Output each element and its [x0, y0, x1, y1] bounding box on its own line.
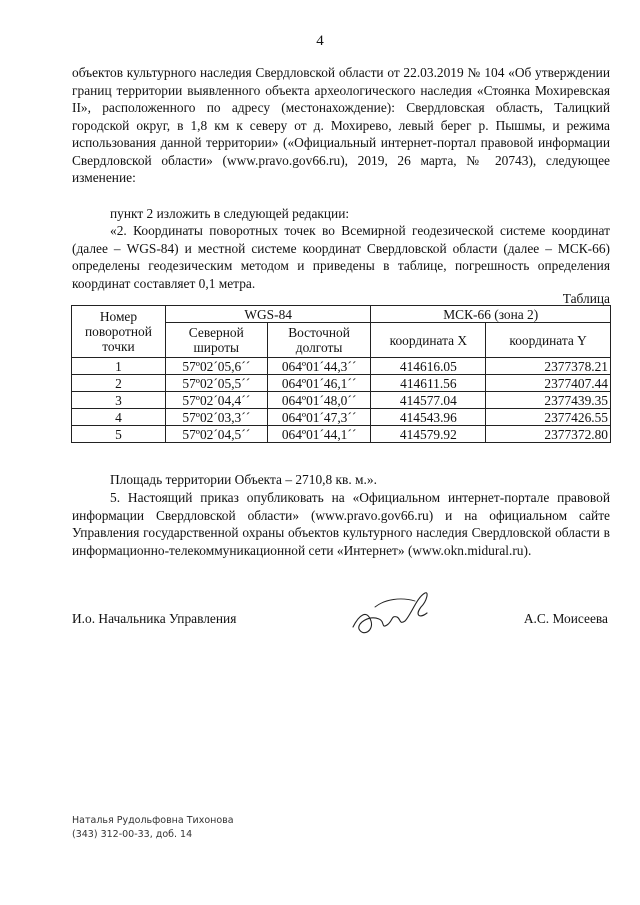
- table-row: [72, 358, 611, 375]
- handwritten-signature-icon: [345, 585, 445, 650]
- paragraph-publication: 5. Настоящий приказ опубликовать на «Официальном интернет-портале правовой информации Свердловской области» (www.pravo.gov66.ru) и на официальном сайте Управления государственной охраны объектов культурного наследия Свердловской области в информационно-телекоммуникационной сети «Интернет» (www.okn.midural.ru).: [72, 490, 610, 558]
- header-coord-y: координата Y: [486, 323, 611, 358]
- table-row: [72, 409, 611, 426]
- paragraph-coordinates-intro: «2. Координаты поворотных точек во Всемирной геодезической системе координат (далее – WGS-84) и местной системе координат Свердловской области (далее – МСК-66) определены геодезическим методом и приведены в таблице, погрешность определения координат составляет 0,1 метра.: [72, 223, 610, 291]
- cell-latitude: 57º02´05,5´´: [165, 375, 267, 392]
- cell-point: 4: [72, 409, 166, 426]
- executor-name: Наталья Рудольфовна Тихонова: [72, 815, 234, 826]
- cell-longitude: 064º01´44,1´´: [267, 426, 371, 443]
- cell-x: 414579.92: [371, 426, 486, 443]
- table-row: [72, 392, 611, 409]
- cell-y: 2377378.21: [486, 358, 611, 375]
- cell-point: 5: [72, 426, 166, 443]
- cell-y: 2377426.55: [486, 409, 611, 426]
- cell-latitude: 57º02´04,5´´: [165, 426, 267, 443]
- cell-longitude: 064º01´44,3´´: [267, 358, 371, 375]
- cell-x: 414611.56: [371, 375, 486, 392]
- cell-x: 414577.04: [371, 392, 486, 409]
- paragraph-amendment-reference: объектов культурного наследия Свердловской области от 22.03.2019 № 104 «Об утверждении границ территории выявленного объекта археологического наследия «Стоянка Мохиревская II», расположенного по адресу (местонахождение): Свердловская область, Талицкий городской округ, в 1,8 км к северу от д. Мохирево, левый берег р. Пышмы, и режима использования данной территории» («Официальный интернет-портал правовой информации Свердловской области» (www.pravo.gov66.ru), 2019, 26 марта, № 20743), следующее изменение:: [72, 65, 610, 185]
- cell-latitude: 57º02´05,6´´: [165, 358, 267, 375]
- signatory-title: И.о. Начальника Управления: [72, 611, 237, 626]
- cell-x: 414543.96: [371, 409, 486, 426]
- cell-y: 2377407.44: [486, 375, 611, 392]
- cell-longitude: 064º01´46,1´´: [267, 375, 371, 392]
- cell-point: 2: [72, 375, 166, 392]
- cell-y: 2377372.80: [486, 426, 611, 443]
- cell-longitude: 064º01´48,0´´: [267, 392, 371, 409]
- table-row: [72, 375, 611, 392]
- cell-longitude: 064º01´47,3´´: [267, 409, 371, 426]
- cell-point: 1: [72, 358, 166, 375]
- cell-y: 2377439.35: [486, 392, 611, 409]
- cell-latitude: 57º02´03,3´´: [165, 409, 267, 426]
- header-wgs84: WGS-84: [165, 306, 371, 323]
- executor-phone: (343) 312-00-33, доб. 14: [72, 829, 193, 840]
- table-row: [72, 426, 611, 443]
- header-coord-x: координата X: [371, 323, 486, 358]
- header-point-number: Номер поворотной точки: [72, 306, 166, 358]
- page-number: 4: [316, 33, 324, 49]
- header-longitude: Восточной долготы: [267, 323, 371, 358]
- cell-latitude: 57º02´04,4´´: [165, 392, 267, 409]
- coordinates-table: [71, 305, 611, 443]
- paragraph-area: Площадь территории Объекта – 2710,8 кв. м.».: [110, 472, 377, 487]
- cell-point: 3: [72, 392, 166, 409]
- header-latitude: Северной широты: [165, 323, 267, 358]
- table-caption: Таблица: [562, 291, 610, 306]
- signatory-name: А.С. Моисеева: [523, 611, 608, 626]
- cell-x: 414616.05: [371, 358, 486, 375]
- paragraph-instruction: пункт 2 изложить в следующей редакции:: [110, 206, 350, 221]
- header-msk66: МСК-66 (зона 2): [371, 306, 611, 323]
